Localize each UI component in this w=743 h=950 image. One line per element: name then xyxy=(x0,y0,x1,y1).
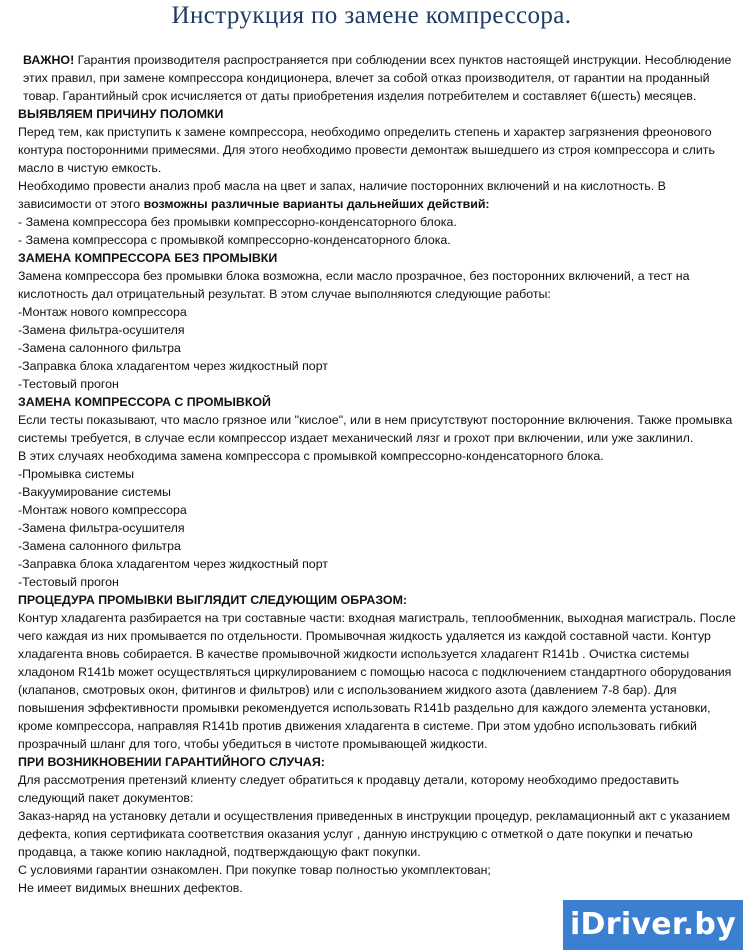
list-item: -Промывка системы xyxy=(18,467,135,481)
list-item: -Заправка блока хладагентом через жидкостный порт xyxy=(18,359,328,373)
list-item: - Замена компрессора без промывки компрессорно-конденсаторного блока. xyxy=(18,215,457,229)
instruction-document xyxy=(18,51,740,897)
list-item: -Тестовый прогон xyxy=(18,377,119,391)
no-flush-paragraph: Замена компрессора без промывки блока возможна, если масло прозрачное, без посторонних включений, а тест на кислотность дал отрицательный результат. В этом случае выполняются следующие работы: xyxy=(18,269,690,301)
cause-paragraph-2-text: Необходимо провести анализ проб масла на цвет и запах, наличие посторонних включений и на кислотность. В зависимости от этого xyxy=(18,179,666,211)
intro-text: Гарантия производителя распространяется при соблюдении всех пунктов настоящей инструкции. Несоблюдение этих правил, при замене компрессора кондиционера, влечет за собой отказ производителя, от гарантии на проданный товар. Гарантийный срок исчисляется от даты приобретения изделия потребителем и составляет 6(шесть) месяцев. xyxy=(23,53,732,103)
section-heading-no-flush: ЗАМЕНА КОМПРЕССОРА БЕЗ ПРОМЫВКИ xyxy=(18,251,278,265)
list-item: -Монтаж нового компрессора xyxy=(18,305,187,319)
list-item: -Замена фильтра-осушителя xyxy=(18,323,185,337)
warranty-paragraph-2: Заказ-наряд на установку детали и осуществления приведенных в инструкции процедур, рекламационный акт с указанием дефекта, копия сертификата соответствия оказания услуг , данную инструкцию с отметкой о дате покупки и печатью продавца, а также копию накладной, подтверждающую факт покупки. xyxy=(18,809,731,859)
warranty-paragraph-4: Не имеет видимых внешних дефектов. xyxy=(18,881,243,895)
list-item: -Замена салонного фильтра xyxy=(18,341,181,355)
watermark-text: iDriver.by xyxy=(569,907,737,942)
cause-paragraph-2 xyxy=(18,177,740,213)
intro-paragraph xyxy=(18,51,740,105)
section-heading-procedure: ПРОЦЕДУРА ПРОМЫВКИ ВЫГЛЯДИТ СЛЕДУЮЩИМ ОБРАЗОМ: xyxy=(18,593,408,607)
flush-paragraph-1: Если тесты показывают, что масло грязное или "кислое", или в нем присутствуют посторонние включения. Также промывка системы требуется, в случае если компрессор издает механический лязг и грохот при включении, или уже заклинил. xyxy=(18,413,733,445)
list-item: -Тестовый прогон xyxy=(18,575,119,589)
list-item: -Вакуумирование системы xyxy=(18,485,171,499)
list-item: -Замена салонного фильтра xyxy=(18,539,181,553)
section-heading-flush: ЗАМЕНА КОМПРЕССОРА С ПРОМЫВКОЙ xyxy=(18,395,271,409)
section-heading-cause: ВЫЯВЛЯЕМ ПРИЧИНУ ПОЛОМКИ xyxy=(18,107,224,121)
intro-lead: ВАЖНО! xyxy=(23,53,75,67)
cause-paragraph-2-bold: возможны различные варианты дальнейших действий: xyxy=(143,197,490,211)
warranty-paragraph-1: Для рассмотрения претензий клиенту следует обратиться к продавцу детали, которому необходимо предоставить следующий пакет документов: xyxy=(18,773,680,805)
list-item: - Замена компрессора с промывкой компрессорно-конденсаторного блока. xyxy=(18,233,451,247)
list-item: -Заправка блока хладагентом через жидкостный порт xyxy=(18,557,328,571)
cause-paragraph-1: Перед тем, как приступить к замене компрессора, необходимо определить степень и характер загрязнения фреонового контура посторонними примесями. Для этого необходимо провести демонтаж вышедшего из строя компрессора и слить масло в чистую емкость. xyxy=(18,125,715,175)
warranty-paragraph-3: С условиями гарантии ознакомлен. При покупке товар полностью укомплектован; xyxy=(18,863,491,877)
page-title: Инструкция по замене компрессора. xyxy=(171,2,572,29)
flush-paragraph-2: В этих случаях необходима замена компрессора с промывкой компрессорно-конденсаторного блока. xyxy=(18,449,604,463)
idriver-logo-watermark xyxy=(563,900,743,950)
section-heading-warranty: ПРИ ВОЗНИКНОВЕНИИ ГАРАНТИЙНОГО СЛУЧАЯ: xyxy=(18,755,325,769)
procedure-paragraph: Контур хладагента разбирается на три составные части: входная магистраль, теплообменник, выходная магистраль. После чего каждая из них промывается по отдельности. Промывочная жидкость удаляется из каждой составной части. Контур хладагента вновь собирается. В качестве промывочной жидкости используется хладагент R141b . Очистка системы хладоном R141b может осуществляться циркулированием с помощью насоса с подключением стандартного оборудования (клапанов, смотровых окон, фитингов и фильтров) или с использованием жидкого азота (давлением 7-8 бар). Для повышения эффективности промывки рекомендуется использовать R141b раздельно для каждого элемента установки, кроме компрессора, направляя R141b против движения хладагента в системе. При этом удобно использовать гибкий прозрачный шланг для того, чтобы убедиться в чистоте промывающей жидкости. xyxy=(18,611,736,751)
list-item: -Монтаж нового компрессора xyxy=(18,503,187,517)
list-item: -Замена фильтра-осушителя xyxy=(18,521,185,535)
